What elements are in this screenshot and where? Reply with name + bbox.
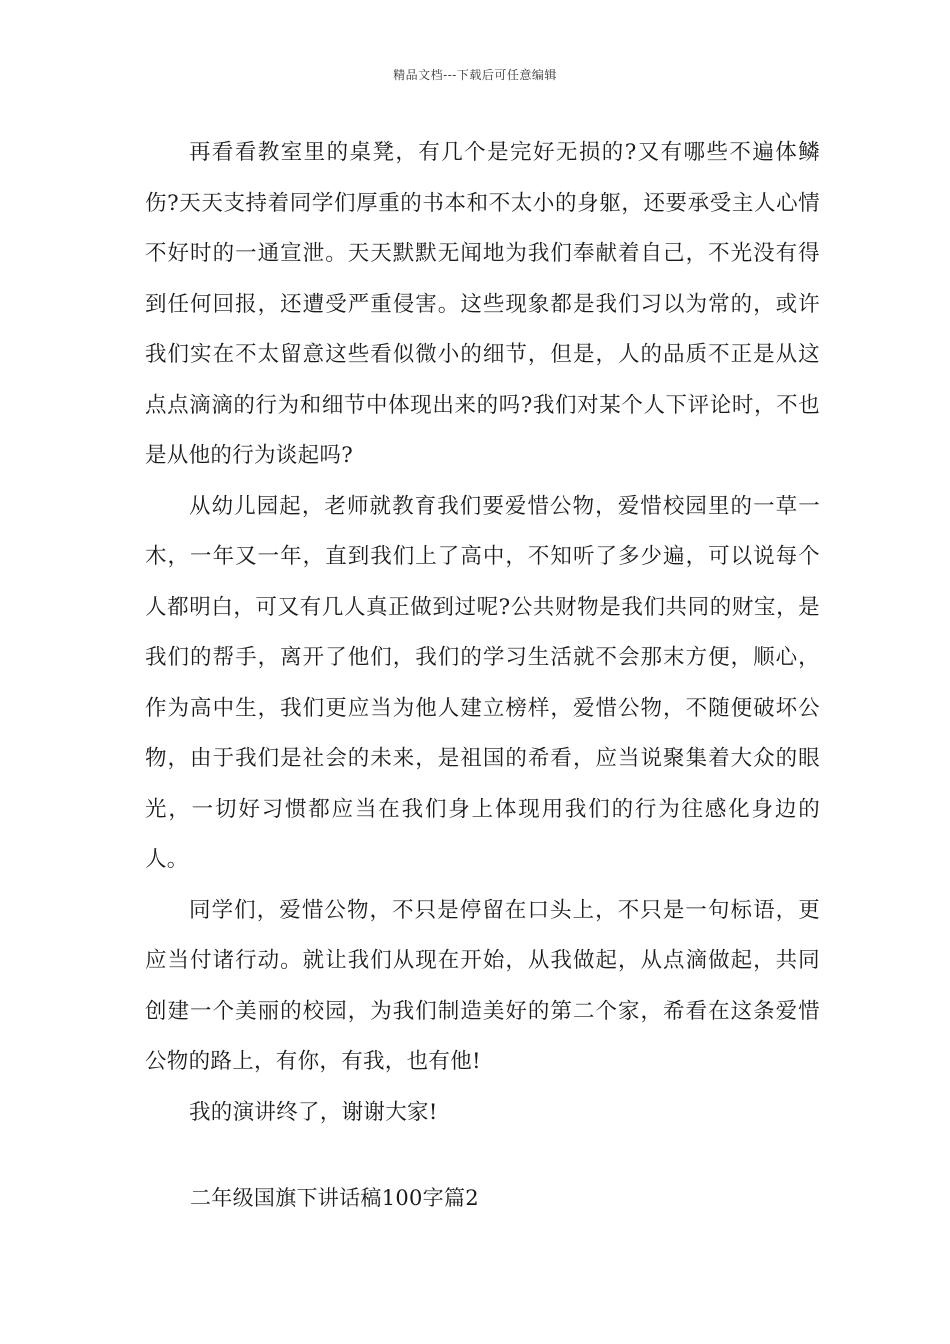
document-body (145, 128, 820, 1138)
paragraph-4: 我的演讲终了，谢谢大家! (189, 1099, 438, 1125)
section-heading: 二年级国旗下讲话稿100字篇2 (190, 1186, 479, 1210)
paragraph-3: 同学们，爱惜公物，不只是停留在口头上，不只是一句标语，更应当付诸行动。就让我们从现在开始，从我做起，从点滴做起，共同创建一个美丽的校园，为我们制造美好的第二个家，希看在这条爱惜公物的路上，有你，有我，也有他! (145, 897, 820, 1074)
paragraph-2: 从幼儿园起，老师就教育我们要爱惜公物，爱惜校园里的一草一木，一年又一年，直到我们上了高中，不知听了多少遍，可以说每个人都明白，可又有几人真正做到过呢?公共财物是我们共同的财宝，是我们的帮手，离开了他们，我们的学习生活就不会那末方便，顺心，作为高中生，我们更应当为他人建立榜样，爱惜公物，不随便破坏公物，由于我们是社会的未来，是祖国的希看，应当说聚集着大众的眼光，一切好习惯都应当在我们身上体现用我们的行为往感化身边的人。 (145, 493, 820, 872)
page-header: 精品文档---下载后可任意编辑 (393, 68, 557, 82)
paragraph-1: 再看看教室里的桌凳，有几个是完好无损的?又有哪些不遍体鳞伤?天天支持着同学们厚重的书本和不太小的身躯，还要承受主人心情不好时的一通宣泄。天天默默无闻地为我们奉献着自己，不光没有得到任何回报，还遭受严重侵害。这些现象都是我们习以为常的，或许我们实在不太留意这些看似微小的细节，但是，人的品质不正是从这点点滴滴的行为和细节中体现出来的吗?我们对某个人下评论时，不也是从他的行为谈起吗? (145, 140, 820, 468)
